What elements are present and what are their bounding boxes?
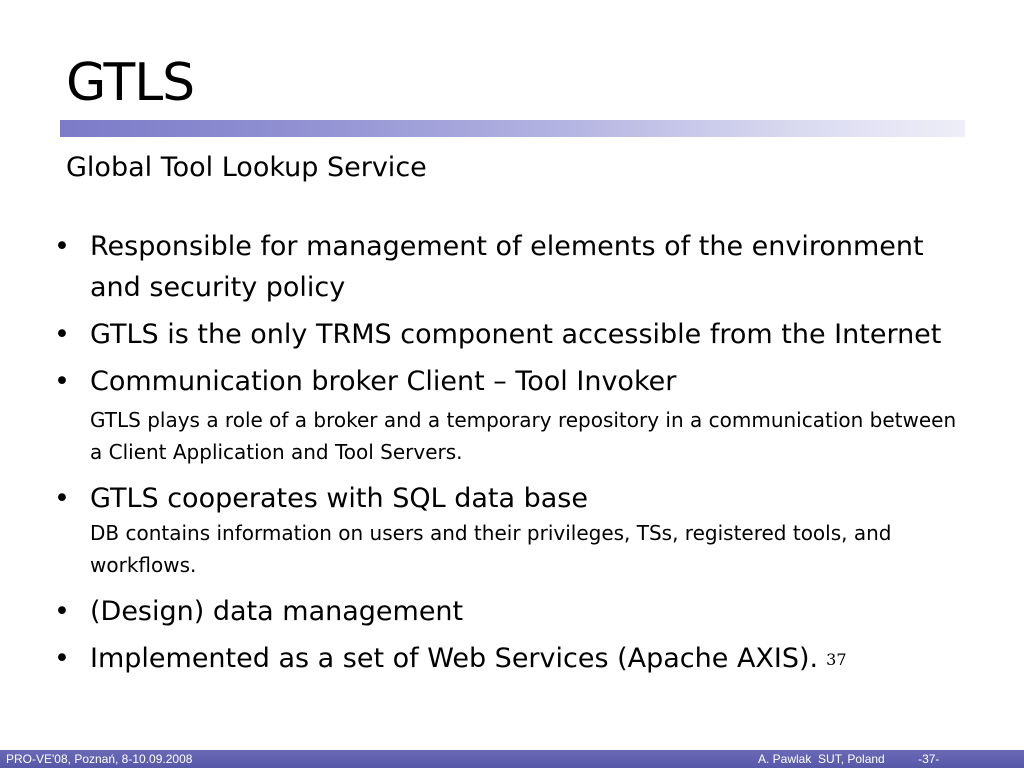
bullet-list: [50, 226, 970, 680]
slide-title: GTLS: [66, 53, 195, 113]
slide-number: 37: [826, 650, 847, 669]
slide-subtitle: Global Tool Lookup Service: [66, 152, 427, 183]
bullet-marker: •: [54, 319, 70, 350]
sub-bullet-text: DB contains information on users and their privileges, TSs, registered tools, and workflows.: [90, 521, 892, 577]
bullet-text: (Design) data management: [90, 596, 464, 627]
bullet-text: Responsible for management of elements of the environment and security policy: [90, 231, 924, 303]
bullet-text: GTLS is the only TRMS component accessible from the Internet: [90, 319, 942, 350]
bullet-item: [50, 638, 970, 680]
bullet-item: [50, 591, 970, 632]
bullet-text: Communication broker Client – Tool Invoker: [90, 366, 677, 397]
bullet-text: GTLS cooperates with SQL data base: [90, 483, 588, 514]
sub-bullet-text: GTLS plays a role of a broker and a temporary repository in a communication between a Client Application and Tool Servers.: [90, 408, 957, 464]
bullet-item: [50, 361, 970, 402]
bullet-marker: •: [54, 596, 70, 627]
bullet-marker: •: [54, 366, 70, 397]
footer-bar: [0, 750, 1024, 768]
bullet-item: [50, 314, 970, 355]
bullet-text: Implemented as a set of Web Services (Apache AXIS).: [90, 643, 819, 674]
bullet-marker: •: [54, 231, 70, 262]
footer-author-page: A. Pawlak SUT, Poland -37-: [758, 752, 940, 766]
bullet-marker: •: [54, 483, 70, 514]
title-underline-bar: [60, 120, 965, 137]
bullet-marker: •: [54, 643, 70, 674]
footer-conference: PRO-VE'08, Poznań, 8-10.09.2008: [6, 752, 193, 766]
bullet-item: [50, 226, 970, 308]
bullet-item: [50, 478, 970, 519]
